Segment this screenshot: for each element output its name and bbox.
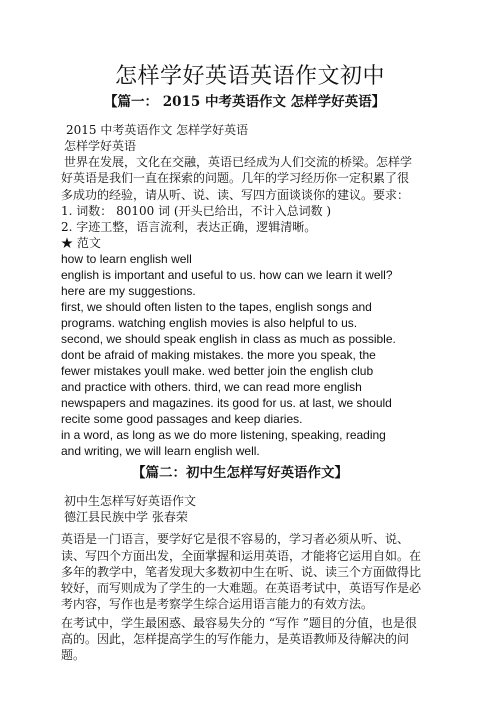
section1-line-4: 好英语是我们一直在探索的问题。几年的学习经历你一定积累了很 bbox=[61, 171, 410, 185]
section2-line-7: 考内容，写作也是考察学生综合运用语言能力的有效方法。 bbox=[61, 597, 374, 611]
section1-line-10: english is important and useful to us. how can we learn it well? bbox=[61, 268, 393, 282]
section1-line-14: second, we should speak english in class as much as possible. bbox=[61, 332, 396, 346]
section1-line-1: 2015 中考英语作文 怎样学好英语 bbox=[66, 123, 249, 137]
section2-line-5: 多年的教学中，笔者发现大多数初中生在听、说、读三个方面做得比 bbox=[61, 565, 422, 579]
section1-line-3: 世界在发展，文化在交融，英语已经成为人们交流的桥梁。怎样学 bbox=[64, 155, 413, 169]
document-title: 怎样学好英语英语作文初中 bbox=[114, 64, 385, 89]
section1-line-2: 怎样学好英语 bbox=[64, 139, 137, 153]
section2-line-2: 德江县民族中学 张春荣 bbox=[64, 510, 188, 524]
section2-line-6: 较好，而写则成为了学生的一大难题。在英语考试中，英语写作是必 bbox=[61, 581, 422, 595]
section1-line-21: and writing, we will learn english well. bbox=[61, 444, 260, 458]
section2-line-1: 初中生怎样写好英语作文 bbox=[64, 494, 197, 508]
section2-line-3: 英语是一门语言，要学好它是很不容易的，学习者必须从听、说、 bbox=[61, 532, 410, 546]
section1-line-19: recite some good passages and keep diaries. bbox=[61, 412, 303, 426]
section1-line-13: programs. watching english movies is also helpful to us. bbox=[61, 316, 358, 330]
section2-line-9: 高的。因此，怎样提高学生的写作能力，是英语教师及待解决的问 bbox=[61, 632, 410, 646]
section-heading-1: 【篇一： 2015 中考英语作文 怎样学好英语】 bbox=[104, 94, 386, 110]
section1-line-11: here are my suggestions. bbox=[61, 284, 196, 298]
section2-line-8: 在考试中，学生最困惑、最容易失分的 “写作 ”题目的分值，也是很 bbox=[61, 616, 417, 630]
section-heading-2: 【篇二：初中生怎样写好英语作文】 bbox=[132, 465, 348, 481]
section1-line-16: fewer mistakes youll make. wed better join the english club bbox=[61, 364, 374, 378]
section1-line-6: 1. 词数： 80100 词 (开头已给出，不计入总词数 ) bbox=[61, 204, 332, 218]
section1-line-20: in a word, as long as we do more listening, speaking, reading bbox=[61, 428, 386, 442]
section2-line-10: 题。 bbox=[61, 648, 86, 662]
section1-line-7: 2. 字迹工整，语言流利，表达正确，逻辑清晰。 bbox=[61, 220, 317, 234]
section2-line-4: 读、写四个方面出发，全面掌握和运用英语，才能将它运用自如。在 bbox=[61, 549, 422, 563]
section1-line-15: dont be afraid of making mistakes. the more you speak, the bbox=[61, 348, 376, 362]
section1-line-5: 多成功的经验，请从听、说、读、写四方面谈谈你的建议。要求： bbox=[61, 188, 410, 202]
section1-line-9: how to learn english well bbox=[61, 252, 192, 266]
section1-line-18: newspapers and magazines. its good for us. at last, we should bbox=[61, 396, 392, 410]
section1-line-8: ★ 范文 bbox=[61, 236, 101, 250]
section1-line-17: and practice with others. third, we can read more english bbox=[61, 380, 362, 394]
section1-line-12: first, we should often listen to the tapes, english songs and bbox=[61, 300, 372, 314]
